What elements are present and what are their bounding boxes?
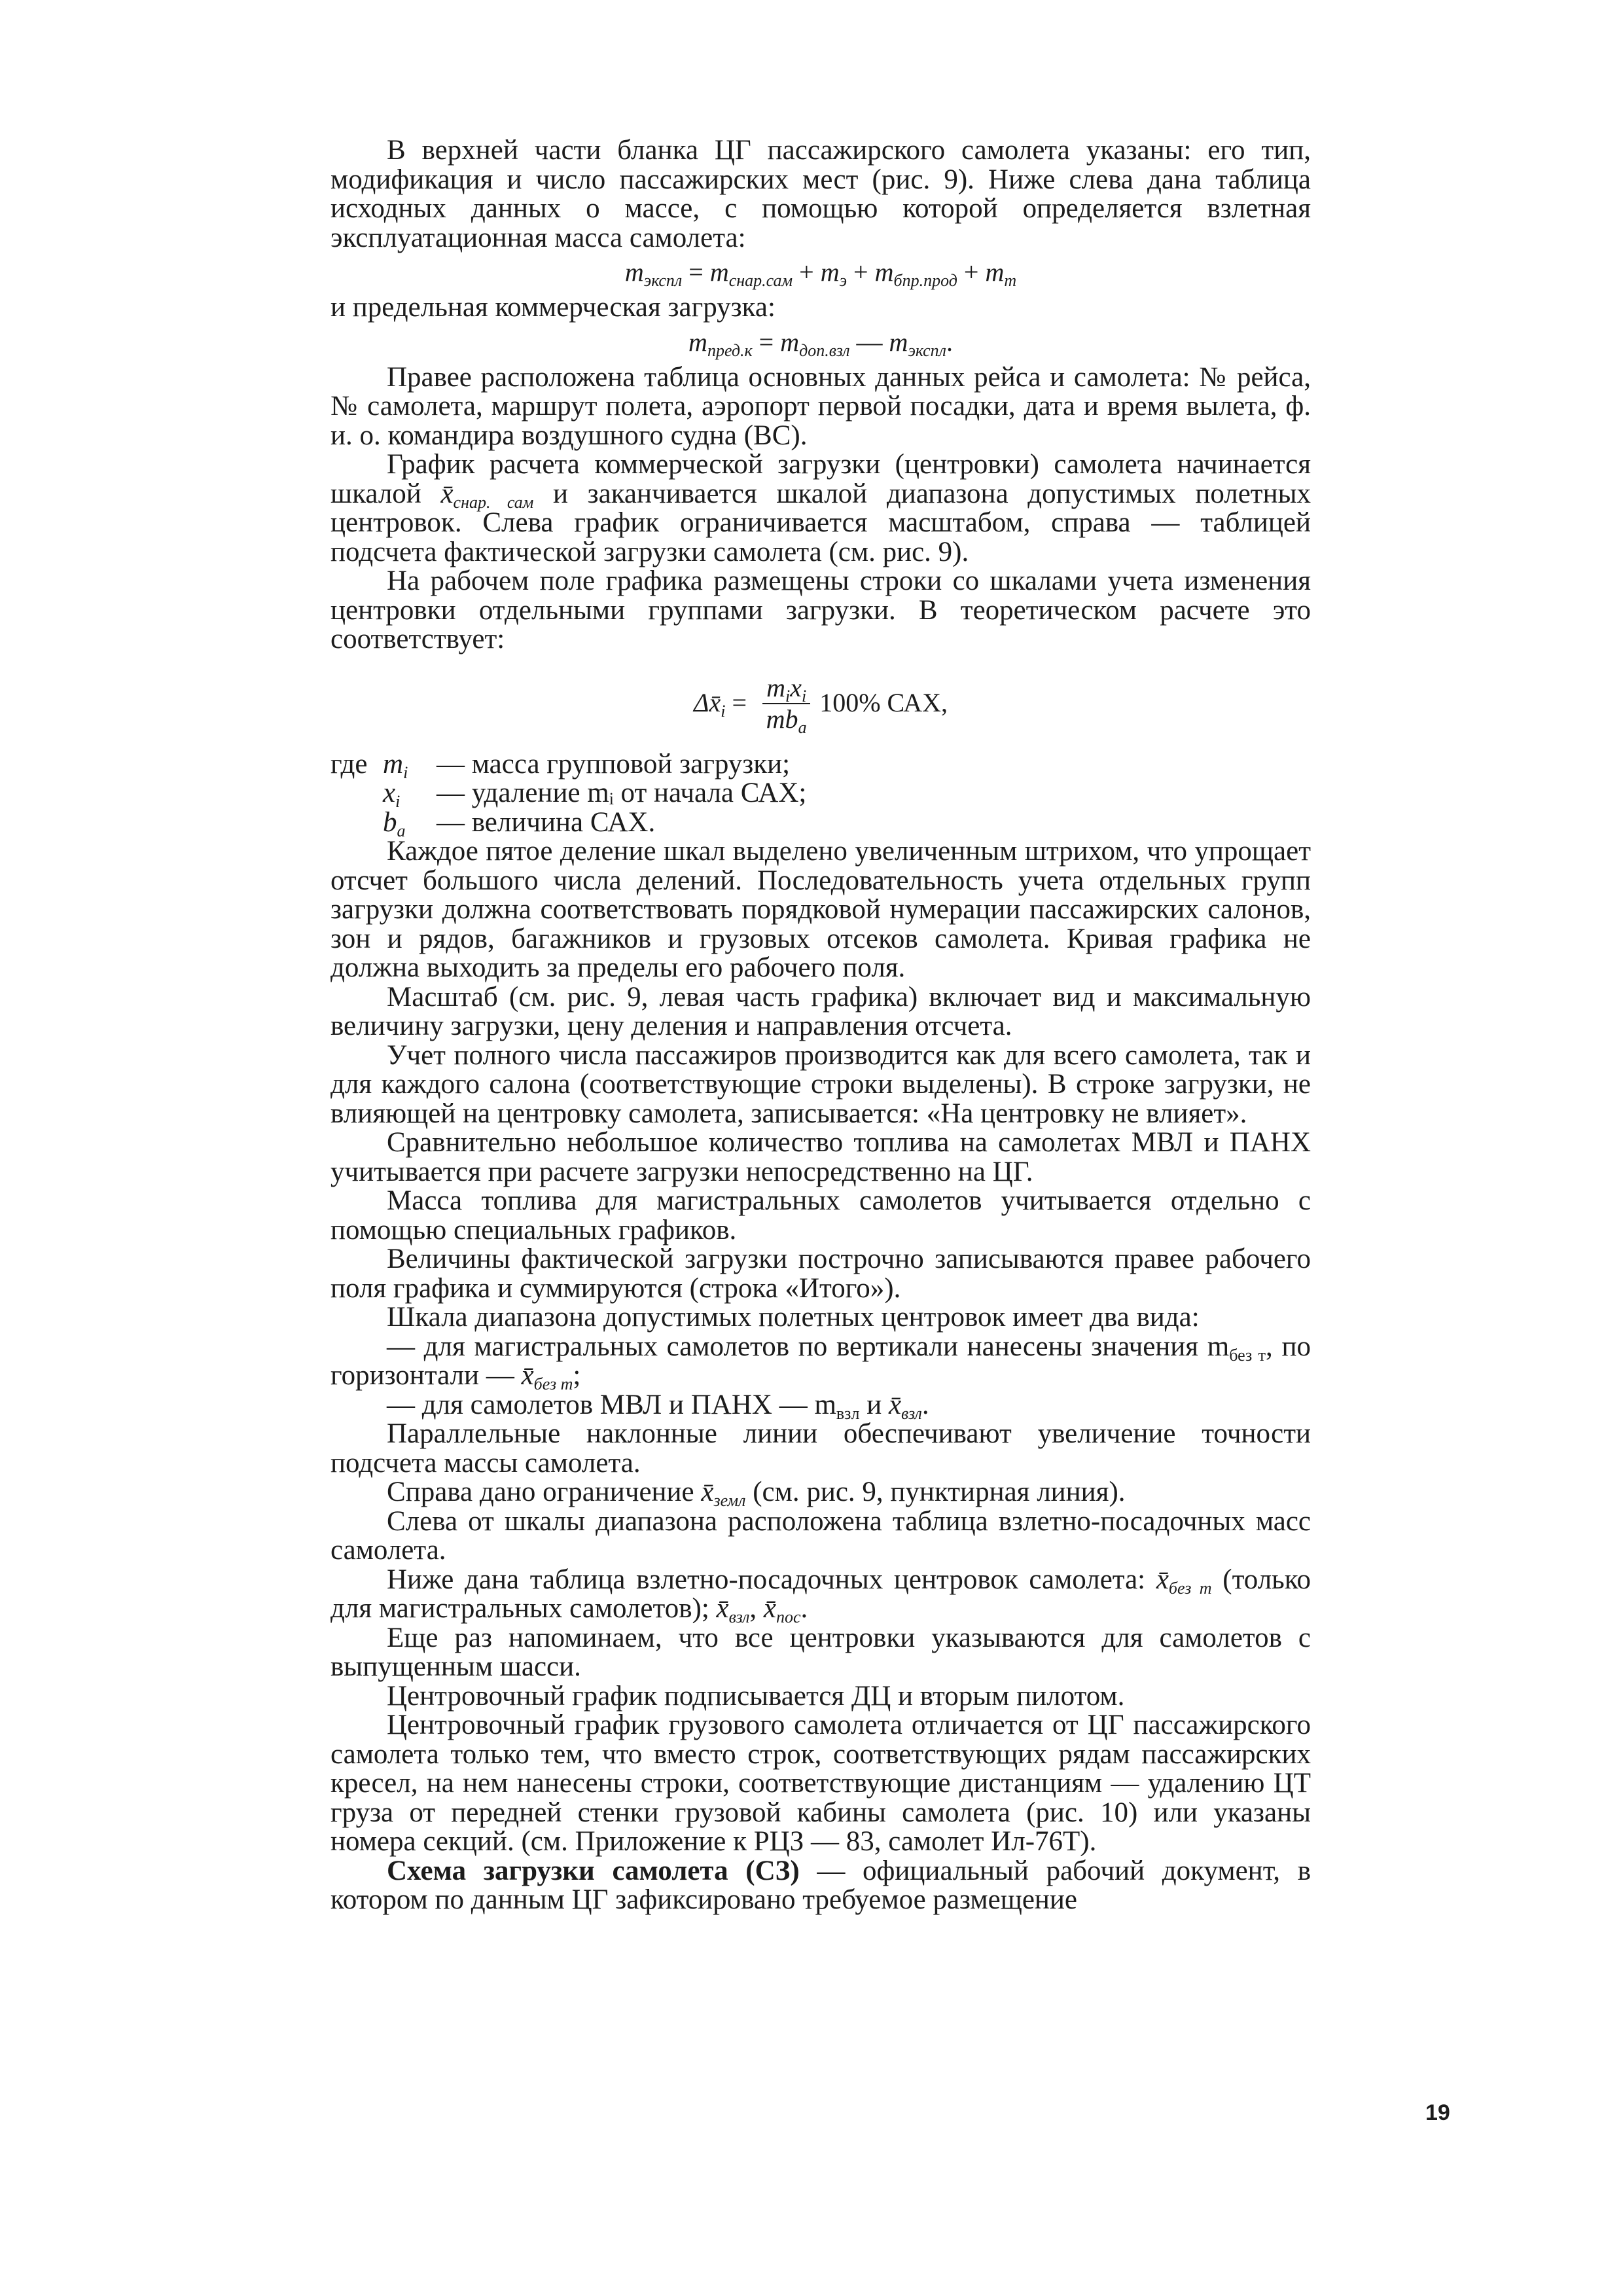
paragraph: Величины фактической загрузки построчно записываются правее рабочего поля графика и суммируются (строка «Итого»). xyxy=(330,1244,1311,1304)
paragraph: Сравнительно небольшое количество топлива на самолетах МВЛ и ПАНХ учитывается при расчете загрузки непосредственно на ЦГ. xyxy=(330,1127,1311,1187)
math-symbol: $m_{бпр.прод}$ xyxy=(874,257,957,290)
math-symbol: $x̄_{снар. сам}$ xyxy=(440,478,534,512)
math-symbol: $m_{экспл}$ xyxy=(889,327,946,360)
math-symbol: $x̄_{без т}$ xyxy=(1156,1564,1212,1598)
math-symbol: $m_т$ xyxy=(985,257,1017,290)
formula-denominator: $mb_a$ xyxy=(766,704,807,737)
math-symbol: $m_э$ xyxy=(820,257,847,290)
paragraph: — для магистральных самолетов по вертикали нанесены значения $m_{без т}$, по горизонтали — $x̄_{без т}$; xyxy=(330,1331,1311,1393)
formula-definitions xyxy=(330,750,1311,838)
math-symbol: $x̄_{взл}$ xyxy=(888,1389,922,1423)
paragraph: Правее расположена таблица основных данных рейса и самолета: № рейса, № самолета, маршрут полета, аэропорт первой посадки, дата и время вылета, ф. и. о. командира воздушного судна (ВС). xyxy=(330,361,1311,451)
formula-centering-shift: $\Delta x̄_i$ = $\frac{m_ix_i}{mb_a}$ 100% САХ, xyxy=(694,672,948,737)
term-loading-scheme: Схема загрузки самолета (СЗ) xyxy=(387,1855,800,1886)
paragraph: Масштаб (см. рис. 9, левая часть графика) включает вид и максимальную величину загрузки, цену деления и направления отсчета. xyxy=(330,981,1311,1041)
paragraph: и предельная коммерческая загрузка: xyxy=(330,292,776,323)
paragraph: Центровочный график подписывается ДЦ и вторым пилотом. xyxy=(387,1680,1125,1712)
formula-lhs: $\Delta x̄_i$ xyxy=(694,688,726,721)
definition-row: где $m_i$ — масса групповой загрузки; xyxy=(330,748,791,782)
paragraph: Справа дано ограничение $x̄_{земл}$ (см. рис. 9, пунктирная линия). xyxy=(387,1477,1126,1510)
formula-fraction xyxy=(762,672,810,737)
math-symbol: $x̄_{земл}$ xyxy=(701,1477,746,1510)
math-symbol: $m_{экспл}$ xyxy=(624,257,683,290)
equation-commercial-load: $m_{пред.к} = m_{доп.взл}$ — $m_{экспл}$. xyxy=(688,327,953,360)
paragraph: Еще раз напоминаем, что все центровки указываются для самолетов с выпущенным шасси. xyxy=(330,1622,1311,1682)
definition-row: $b_a$ — величина САХ. xyxy=(383,806,656,840)
paragraph: Параллельные наклонные линии обеспечивают увеличение точности подсчета массы самолета. xyxy=(330,1418,1311,1479)
math-symbol: $m_{без т}$ xyxy=(1207,1331,1266,1365)
paragraph: Слева от шкалы диапазона расположена таблица взлетно-посадочных масс самолета. xyxy=(330,1505,1311,1566)
paragraph: Масса топлива для магистральных самолетов учитывается отдельно с помощью специальных графиков. xyxy=(330,1185,1311,1246)
math-symbol: $x̄_{без т}$ xyxy=(521,1360,573,1393)
paragraph: В верхней части бланка ЦГ пассажирского самолета указаны: его тип, модификация и число пассажирских мест (рис. 9). Ниже слева дана таблица исходных данных о массе, с помощью которой определяется взлетная эксплуатационная масса самолета: xyxy=(330,135,1311,253)
formula-rhs: 100% САХ, xyxy=(819,688,948,718)
math-symbol: $m_{снар.сам}$ xyxy=(709,257,793,290)
math-symbol: $m_{доп.взл}$ xyxy=(780,327,850,360)
paragraph: Ниже дана таблица взлетно-посадочных центровок самолета: $x̄_{без т}$ (только для магистральных самолетов); $x̄_{взл}$, $x̄_{пос}$. xyxy=(330,1564,1311,1626)
math-symbol: $x̄_{взл}$ xyxy=(716,1593,750,1626)
paragraph: График расчета коммерческой загрузки (центровки) самолета начинается шкалой $x̄_{снар. сам}$ и заканчивается шкалой диапазона допустимых полетных центровок. Слева график ограничивается масштабом, справа — таблицей подсчета фактической загрузки самолета (см. рис. 9). xyxy=(330,449,1311,567)
paragraph: Центровочный график грузового самолета отличается от ЦГ пассажирского самолета только тем, что вместо строк, соответствующих рядам пассажирских кресел, на нем нанесены строки, соответствующие дистанциям — удалению ЦТ груза от передней стенки грузовой кабины самолета (рис. 10) или указаны номера секций. (см. Приложение к РЦЗ — 83, самолет Ил-76Т). xyxy=(330,1710,1311,1857)
paragraph: Схема загрузки самолета (СЗ) — официальный рабочий документ, в котором по данным ЦГ зафиксировано требуемое размещение xyxy=(330,1855,1311,1915)
equation-operating-mass: $m_{экспл} = m_{снар.сам} + m_э + m_{бпр.прод} + m_т$ xyxy=(624,257,1017,290)
definition-row: $x_i$ — удаление mᵢ от начала САХ; xyxy=(383,778,807,811)
paragraph: Шкала диапазона допустимых полетных центровок имеет два вида: xyxy=(387,1302,1200,1333)
formula-numerator: $m_ix_i$ xyxy=(762,673,810,704)
paragraph: Каждое пятое деление шкал выделено увеличенным штрихом, что упрощает отсчет большого числа делений. Последовательность учета отдельных групп загрузки должна соответствовать порядковой нумерации пассажирских салонов, зон и рядов, багажников и грузовых отсеков самолета. Кривая графика не должна выходить за пределы его рабочего поля. xyxy=(330,836,1311,983)
page-number: 19 xyxy=(1425,2100,1450,2125)
math-symbol: $m_{взл}$ xyxy=(814,1389,860,1423)
paragraph: Учет полного числа пассажиров производится как для всего самолета, так и для каждого салона (соответствующие строки выделены). В строке загрузки, не влияющей на центровку самолета, записывается: «На центровку не влияет». xyxy=(330,1039,1311,1129)
math-symbol: $x̄_{пос}$ xyxy=(763,1593,801,1626)
paragraph: — для самолетов МВЛ и ПАНХ — $m_{взл}$ и $x̄_{взл}$. xyxy=(387,1389,929,1423)
math-symbol: $m_{пред.к}$ xyxy=(688,327,753,360)
page-body xyxy=(330,136,1311,1915)
paragraph: На рабочем поле графика размещены строки со шкалами учета изменения центровки отдельными группами загрузки. В теоретическом расчете это соответствует: xyxy=(330,565,1311,655)
